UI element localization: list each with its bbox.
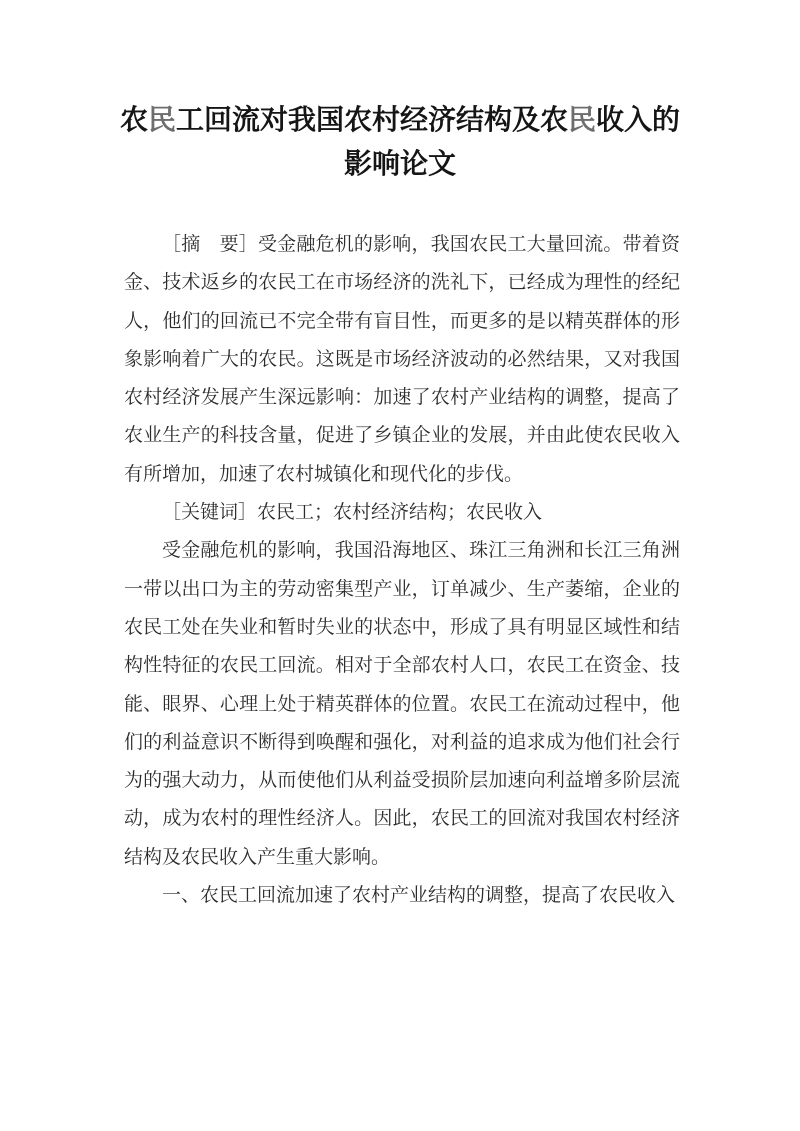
keywords-paragraph: ［关键词］农民工；农村经济结构；农民收入 (162, 501, 543, 524)
section-heading-1: 一、农民工回流加速了农村产业结构的调整，提高了农民收入 (162, 884, 676, 907)
title-part-3: 工回流对我国农村经济结构及农 (175, 103, 568, 136)
abstract-paragraph: ［摘 要］受金融危机的影响，我国农民工大量回流。带着资金、技术返乡的农民工在市场经济的洗礼下，已经成为理性的经纪人，他们的回流已不完全带有盲目性，而更多的是以精英群体的形象影响着广大的农民。这既是市场经济波动的必然结果，又对我国农村经济发展产生深远影响：加速了农村产业结构的调整，提高了农业生产的科技含量，促进了乡镇企业的发展，并由此使农民收入有所增加，加速了农村城镇化和现代化的步伐。 (124, 233, 680, 485)
title-highlight-1: 民 (147, 103, 176, 136)
document-body (124, 225, 680, 914)
document-title (110, 98, 690, 186)
title-part-5: 收入的影响论文 (343, 103, 681, 180)
title-part-1: 农 (119, 103, 148, 136)
title-highlight-2: 民 (568, 103, 597, 136)
intro-paragraph: 受金融危机的影响，我国沿海地区、珠江三角洲和长江三角洲一带以出口为主的劳动密集型产业，订单减少、生产萎缩，企业的农民工处在失业和暂时失业的状态中，形成了具有明显区域性和结构性特征的农民工回流。相对于全部农村人口，农民工在资金、技能、眼界、心理上处于精英群体的位置。农民工在流动过程中，他们的利益意识不断得到唤醒和强化，对利益的追求成为他们社会行为的强大动力，从而使他们从利益受损阶层加速向利益增多阶层流动，成为农村的理性经济人。因此，农民工的回流对我国农村经济结构及农民收入产生重大影响。 (124, 539, 680, 868)
